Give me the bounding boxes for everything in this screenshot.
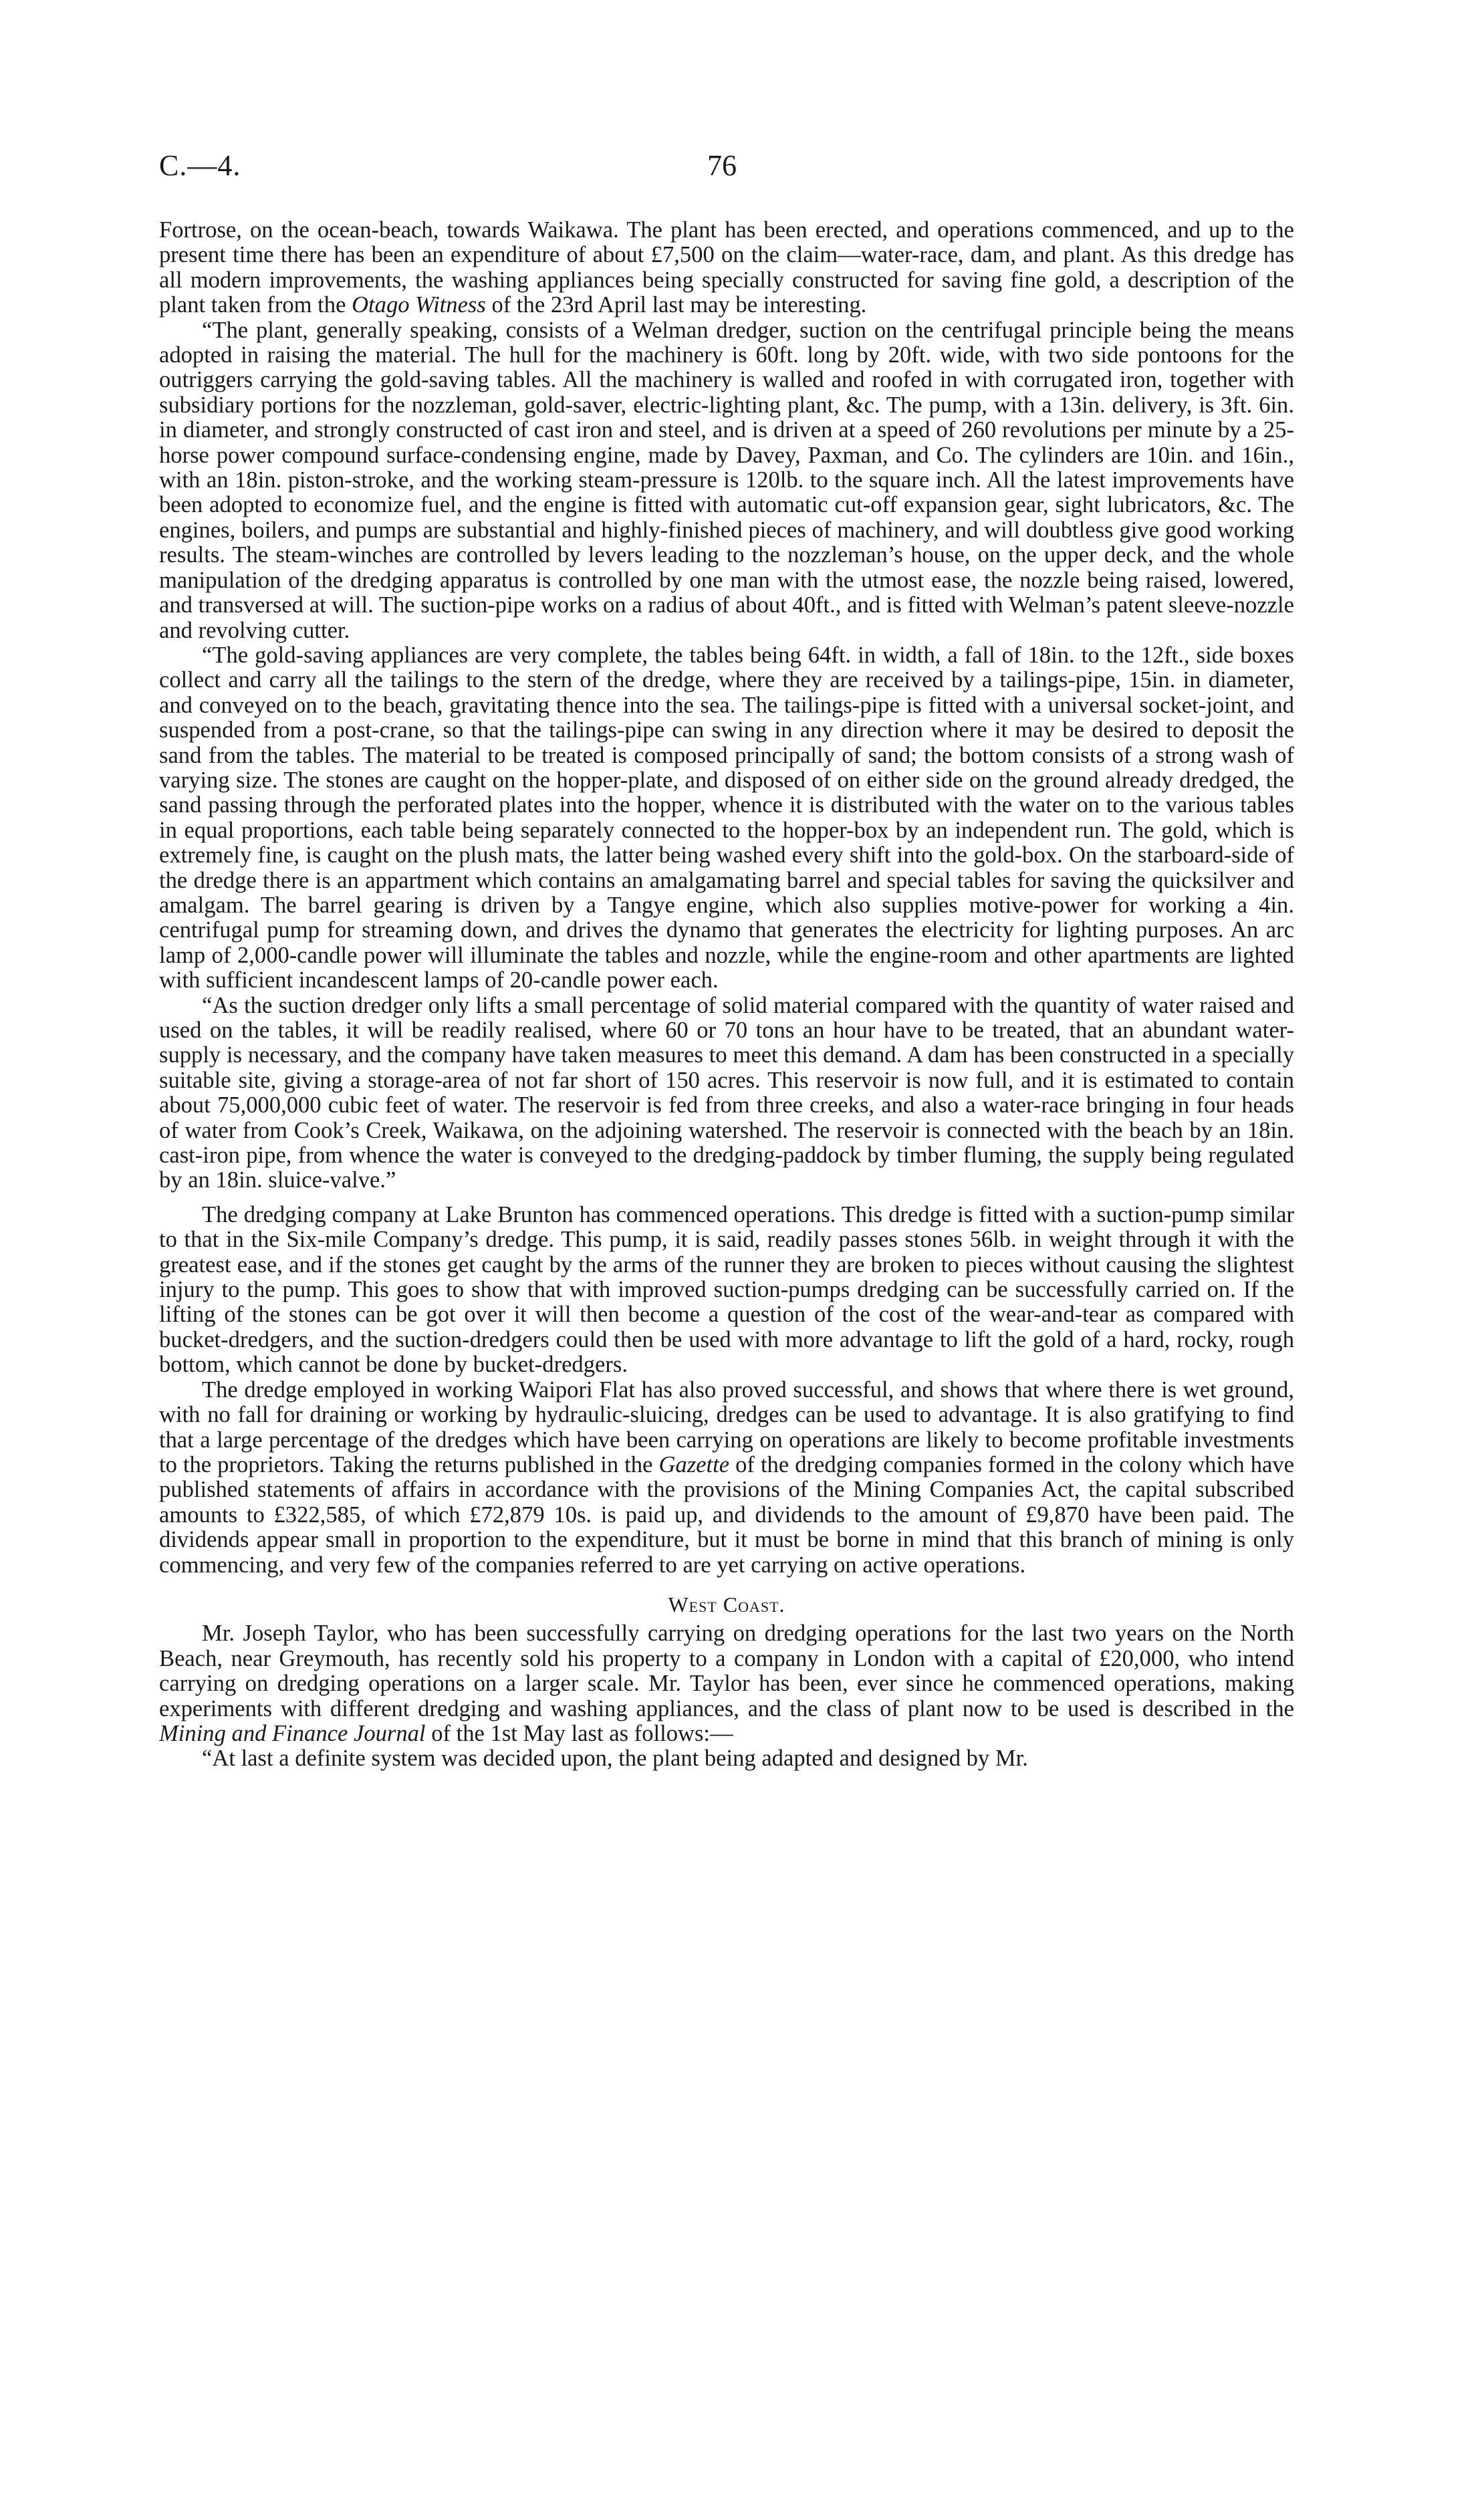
paragraph-fortrose: Fortrose, on the ocean-beach, towards Waikawa. The plant has been erected, and operations commenced, and up to the present time there has been an expenditure of about £7,500 on the claim—water-race, dam, and plant. As this dredge has all modern improvements, the washing appliances being specially constructed for saving fine gold, a description of the plant taken from the Otago Witness of the 23rd April last may be interesting. xyxy=(159,217,1294,318)
paragraph-waipori-flat: The dredge employed in working Waipori Flat has also proved successful, and shows that where there is wet ground, with no fall for draining or working by hydraulic-sluicing, dredges can be used to advantage. It is also gratifying to find that a large percentage of the dredges which have been carrying on operations are likely to become profitable investments to the proprietors. Taking the returns published in the Gazette of the dredging companies formed in the colony which have published statements of affairs in accordance with the provisions of the Mining Companies Act, the capital subscribed amounts to £322,585, of which £72,879 10s. is paid up, and dividends to the amount of £9,870 have been paid. The dividends appear small in proportion to the expenditure, but it must be borne in mind that this branch of mining is only commencing, and very few of the companies referred to are yet carrying on active operations. xyxy=(159,1377,1294,1578)
paragraph-gold-saving: “The gold-saving appliances are very complete, the tables being 64ft. in width, a fall of 18in. to the 12ft., side boxes collect and carry all the tailings to the stern of the dredge, where they are received by a tailings-pipe, 15in. in diameter, and conveyed on to the beach, gravitating thence into the sea. The tailings-pipe is fitted with a universal socket-joint, and suspended from a post-crane, so that the tailings-pipe can swing in any direction where it may be desired to deposit the sand from the tables. The material to be treated is composed principally of sand; the bottom consists of a strong wash of varying size. The stones are caught on the hopper-plate, and disposed of on either side on the ground already dredged, the sand passing through the perforated plates into the hopper, whence it is distributed with the water on to the various tables in equal proportions, each table being separately connected to the hopper-box by an independent run. The gold, which is extremely fine, is caught on the plush mats, the latter being washed every shift into the gold-box. On the starboard-side of the dredge there is an appartment which contains an amalgamating barrel and special tables for saving the quicksilver and amalgam. The barrel gearing is driven by a Tangye engine, which also supplies motive-power for working a 4in. centrifugal pump for streaming down, and drives the dynamo that generates the electricity for lighting purposes. An arc lamp of 2,000-candle power will illuminate the tables and nozzle, while the engine-room and other apartments are lighted with sufficient incandescent lamps of 20-candle power each. xyxy=(159,642,1294,993)
paragraph-lake-brunton: The dredging company at Lake Brunton has commenced operations. This dredge is fitted with a suction-pump similar to that in the Six-mile Company’s dredge. This pump, it is said, readily passes stones 56lb. in weight through it with the greatest ease, and if the stones get caught by the arms of the runner they are broken to pieces without causing the slightest injury to the pump. This goes to show that with improved suction-pumps dredging can be successfully carried on. If the lifting of the stones can be got over it will then become a question of the cost of the wear-and-tear as compared with bucket-dredgers, and the suction-dredgers could then be used with more advantage to lift the gold of a hard, rocky, rough bottom, which cannot be done by bucket-dredgers. xyxy=(159,1201,1294,1378)
page-header xyxy=(159,148,1294,189)
publication-title: Otago Witness xyxy=(352,292,486,318)
journal-title: Mining and Finance Journal xyxy=(159,1720,426,1746)
gazette-title: Gazette xyxy=(658,1451,730,1477)
paragraph-water-supply: “As the suction dredger only lifts a small percentage of solid material compared with the quantity of water raised and used on the tables, it will be readily realised, where 60 or 70 tons an hour have to be treated, that an abundant water-supply is necessary, and the company have taken measures to meet this demand. A dam has been constructed in a specially suitable site, giving a storage-area of not far short of 150 acres. This reservoir is now full, and it is estimated to contain about 75,000,000 cubic feet of water. The reservoir is fed from three creeks, and also a water-race bringing in four heads of water from Cook’s Creek, Waikawa, on the adjoining watershed. The reservoir is connected with the beach by an 18in. cast-iron pipe, from whence the water is conveyed to the dredging-paddock by timber fluming, the supply being regulated by an 18in. sluice-valve.” xyxy=(159,992,1294,1193)
paragraph-plant-description: “The plant, generally speaking, consists of a Welman dredger, suction on the centrifugal principle being the means adopted in raising the material. The hull for the machinery is 60ft. long by 20ft. wide, with two side pontoons for the outriggers carrying the gold-saving tables. All the machinery is walled and roofed in with corrugated iron, together with subsidiary portions for the nozzleman, gold-saver, electric-lighting plant, &c. The pump, with a 13in. delivery, is 3ft. 6in. in diameter, and strongly constructed of cast iron and steel, and is driven at a speed of 260 revolutions per minute by a 25-horse power compound surface-condensing engine, made by Davey, Paxman, and Co. The cylinders are 10in. and 16in., with an 18in. piston-stroke, and the working steam-pressure is 120lb. to the square inch. All the latest improvements have been adopted to economize fuel, and the engine is fitted with automatic cut-off expansion gear, sight lubricators, &c. The engines, boilers, and pumps are substantial and highly-finished pieces of machinery, and will doubtless give good working results. The steam-winches are controlled by levers leading to the nozzleman’s house, on the upper deck, and the whole manipulation of the dredging apparatus is controlled by one man with the utmost ease, the nozzle being raised, lowered, and transversed at will. The suction-pipe works on a radius of about 40ft., and is fitted with Welman’s patent sleeve-nozzle and revolving cutter. xyxy=(159,317,1294,643)
section-heading-west-coast: West Coast. xyxy=(668,1592,785,1617)
body-text xyxy=(159,218,1294,1772)
document-reference: C.—4. xyxy=(159,149,241,182)
paragraph-joseph-taylor: Mr. Joseph Taylor, who has been successfully carrying on dredging operations for the last two years on the North Beach, near Greymouth, has recently sold his property to a company in London with a capital of £20,000, who intend carrying on dredging operations on a larger scale. Mr. Taylor has been, ever since he commenced operations, making experiments with different dredging and washing appliances, and the class of plant now to be used is described in the Mining and Finance Journal of the 1st May last as follows:— xyxy=(159,1621,1294,1746)
paragraph-quote-start: “At last a definite system was decided upon, the plant being adapted and designed by Mr. xyxy=(202,1746,1028,1772)
page-number: 76 xyxy=(707,149,737,182)
